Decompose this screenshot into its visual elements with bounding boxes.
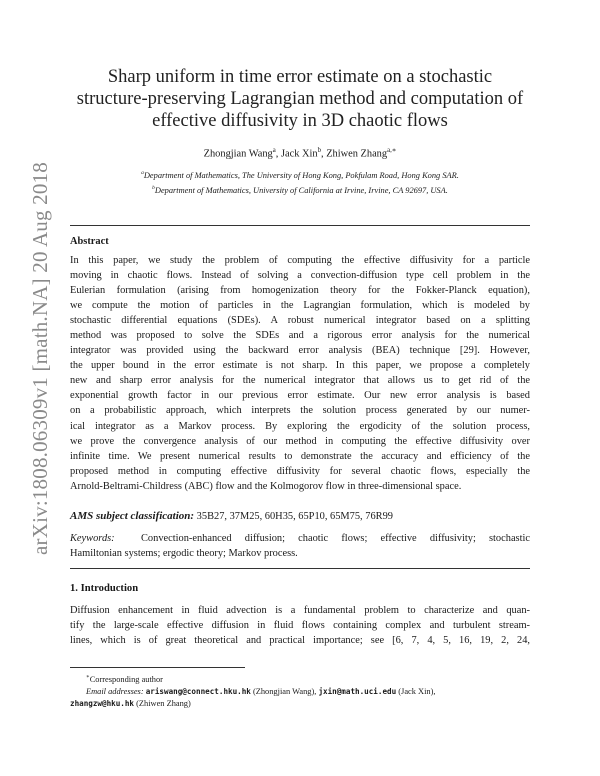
intro-line: tify the large-scale effective diffusion in fluid flows containing complex and turbulent stream- <box>70 620 530 632</box>
author-affil-mark: a,∗ <box>387 147 397 154</box>
abstract-line: exponential growth factor in our previous error estimate. Our new error analysis is based <box>70 390 530 402</box>
footnote-emails <box>70 686 530 698</box>
abstract-body <box>70 253 530 494</box>
keywords <box>70 531 530 561</box>
email-owner: (Zhongjian Wang), <box>252 687 317 696</box>
abstract-bottom-rule <box>70 568 530 569</box>
intro-line: Diffusion enhancement in fluid advection is a fundamental problem to characterize and quan- <box>70 605 530 616</box>
author-affil-mark: a <box>272 147 276 154</box>
footnote-text: Corresponding author <box>89 674 163 684</box>
author-name: Zhiwen Zhang <box>326 148 388 160</box>
keywords-label: Keywords: <box>70 533 115 544</box>
keywords-line <box>70 531 530 546</box>
footnote <box>70 671 530 710</box>
email-owner: (Jack Xin), <box>398 687 436 696</box>
footnote-emails-cont <box>70 698 530 710</box>
ams-codes: 35B27, 37M25, 60H35, 65P10, 65M75, 76R99 <box>196 511 393 522</box>
email-owner: (Zhiwen Zhang) <box>136 699 191 709</box>
author-name: Jack Xin <box>280 148 318 160</box>
abstract-line: method was proposed to solve the SDEs and a rigorous error analysis for the numerical <box>70 330 530 342</box>
introduction-body <box>70 603 530 648</box>
affiliation <box>70 167 530 182</box>
author-list: Zhongjian Wang$^a$, Jack Xin$^b$, Zhiwen Zhang$^{a,∗}$ <box>203 147 397 160</box>
abstract-top-rule <box>70 225 530 226</box>
arxiv-identifier: arXiv:1808.06309v1 [math.NA] 20 Aug 2018 <box>28 162 52 555</box>
affil-mark: a <box>141 170 144 176</box>
abstract-heading: Abstract <box>70 236 109 247</box>
footnote-rule <box>70 667 245 668</box>
abstract-line: on a probabilistic approach, which interprets the solution process generated by our numer- <box>70 405 530 417</box>
email-link[interactable]: zhangzw@hku.hk <box>70 699 135 709</box>
abstract-line: the upper bound in the error estimate is not sharp. In this paper, we propose a completely <box>70 360 530 372</box>
abstract-line: we compute the motion of particles in the Lagrangian formulation, which is modeled by <box>70 300 530 312</box>
abstract-line: moving in chaotic flows. Instead of solving a convection-diffusion type cell problem in the <box>70 270 530 282</box>
author-affil-mark: b <box>317 147 321 154</box>
affiliation <box>70 182 530 197</box>
ams-label: AMS subject classification: <box>70 510 195 522</box>
intro-line: lines, which is of great theoretical and practical importance; see [6, 7, 4, 5, 16, 19, 2, 24, <box>70 635 530 647</box>
abstract-line: In this paper, we study the problem of computing the effective diffusivity for a particle <box>70 255 530 266</box>
abstract-line: stochastic differential equations (SDEs). A robust numerical integrator based on a splitting <box>70 315 530 327</box>
ams-classification <box>70 510 393 522</box>
author-name: Zhongjian Wang <box>203 148 273 160</box>
email-link[interactable]: jxin@math.uci.edu <box>318 687 397 696</box>
footnote-mark: ∗ <box>86 674 90 680</box>
affil-mark: b <box>152 184 155 191</box>
keywords-text: Convection-enhanced diffusion; chaotic flows; effective diffusivity; stochastic <box>141 533 530 544</box>
section-heading: 1. Introduction <box>70 583 139 594</box>
title-line: structure-preserving Lagrangian method and computation of <box>76 89 524 109</box>
abstract-line: Eulerian formulation (arising from homogenization theory for the Fokker-Planck equation), <box>70 285 530 297</box>
abstract-line: Arnold-Beltrami-Childress (ABC) flow and the Kolmogorov flow in three-dimensional space. <box>70 480 462 492</box>
footnote-corresponding <box>70 671 530 686</box>
email-label: Email addresses: <box>86 687 144 696</box>
title-line: Sharp uniform in time error estimate on a stochastic <box>107 67 493 87</box>
paper-title <box>70 66 530 132</box>
affiliations <box>70 167 530 197</box>
abstract-line: integrator was provided using the backward error analysis (BEA) technique [29]. However, <box>70 345 530 357</box>
abstract-line: infinite time. We present numerical results to demonstrate the accuracy and efficiency of the <box>70 450 530 462</box>
abstract-line: we prove the convergence analysis of our method in computing the effective diffusivity over <box>70 435 530 447</box>
title-line: effective diffusivity in 3D chaotic flows <box>152 111 448 131</box>
keywords-line: Hamiltonian systems; ergodic theory; Markov process. <box>70 548 298 559</box>
abstract-line: ical integrator as a Markov process. By exploring the ergodicity of the solution process, <box>70 420 530 432</box>
abstract-line: new and sharp error analysis for the numerical integrator that allows us to get rid of the <box>70 375 530 387</box>
abstract-line: proposed method in computing effective diffusivity for several chaotic flows, especially the <box>70 465 530 477</box>
email-link[interactable]: ariswang@connect.hku.hk <box>145 687 251 696</box>
affil-text: Department of Mathematics, University of California at Irvine, Irvine, CA 92697, USA. <box>154 185 448 195</box>
affil-text: Department of Mathematics, The University of Hong Kong, Pokfulam Road, Hong Kong SAR. <box>143 170 459 180</box>
